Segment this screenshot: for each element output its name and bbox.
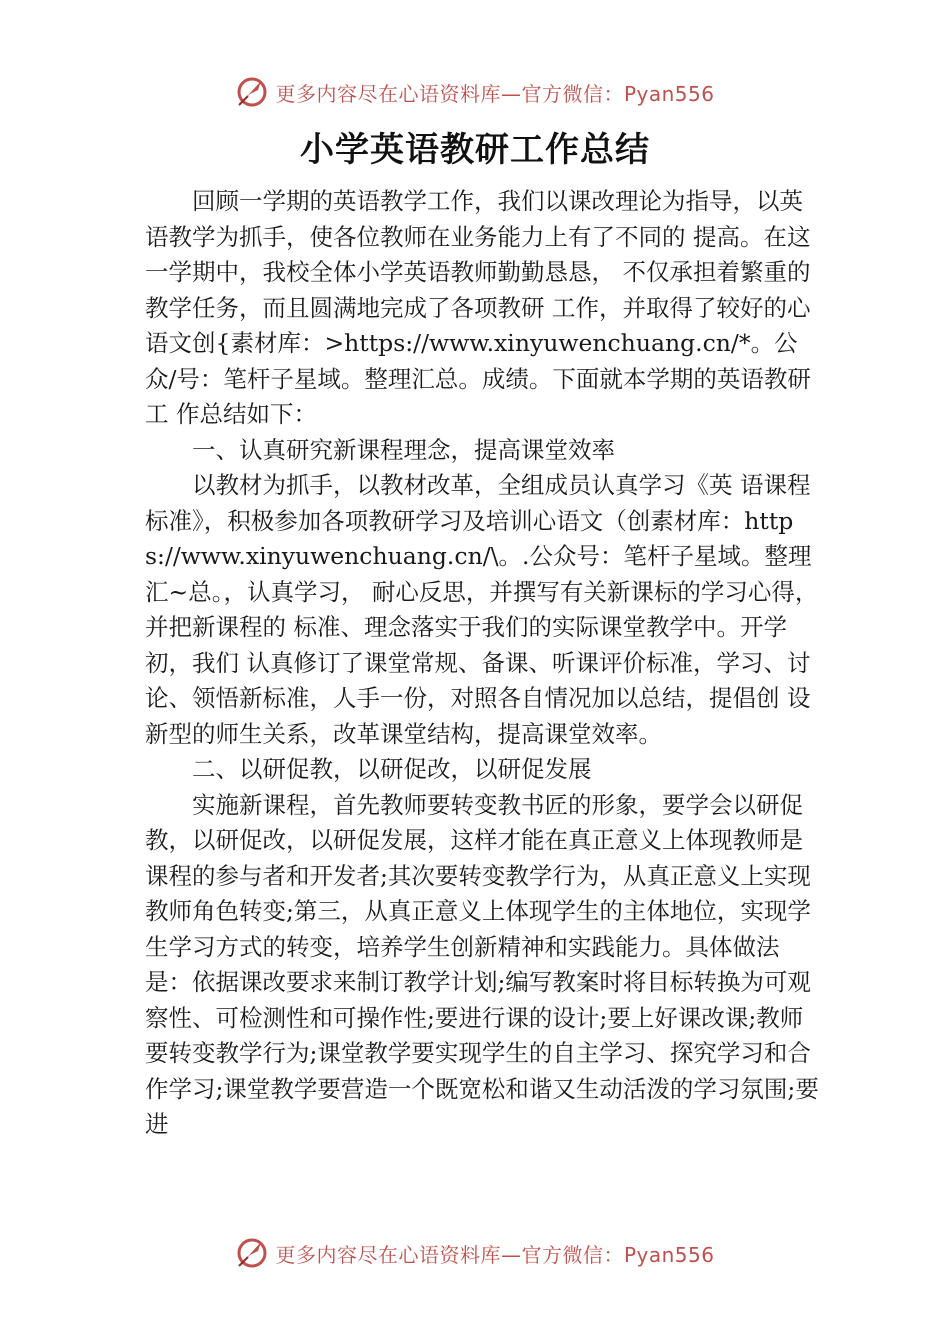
section-heading: 二、以研促教，以研促改，以研促发展 bbox=[192, 755, 592, 783]
quill-logo-icon bbox=[235, 75, 269, 109]
footer-banner bbox=[0, 1233, 950, 1273]
paragraph: 回顾一学期的英语教学工作，我们以课改理论为指导，以英语教学为抓手，使各位教师在业务能力上有了不同的 提高。在这一学期中，我校全体小学英语教师勤勤恳恳， 不仅承担着繁重的教学任务，而且圆满地完成了各项教研 工作，并取得了较好的心语文创{素材库：>https://www.xinyuwenchuang.cn/*。公众/号：笔杆子星域。整理汇总。成绩。下面就本学期的英语教研工 作总结如下： bbox=[145, 187, 811, 428]
document-title: 小学英语教研工作总结 bbox=[300, 130, 650, 170]
footer-banner-text: 更多内容尽在心语资料库—官方微信：Pyan556 bbox=[275, 1242, 715, 1267]
quill-logo-icon bbox=[235, 1236, 269, 1270]
header-banner bbox=[0, 72, 950, 112]
paragraph: 实施新课程，首先教师要转变教书匠的形象，要学会以研促教，以研促改，以研促发展，这样才能在真正意义上体现教师是课程的参与者和开发者;其次要转变教学行为，从真正意义上实现教师角色转变;第三，从真正意义上体现学生的主体地位，实现学生学习方式的转变，培养学生创新精神和实践能力。具体做法是：依据课改要求来制订教学计划;编写教案时将目标转换为可观察性、可检测性和可操作性;要进行课的设计;要上好课改课;教师要转变教学行为;课堂教学要实现学生的自主学习、探究学习和合作学习;课堂教学要营造一个既宽松和谐又生动活泼的学习氛围;要进 bbox=[145, 790, 819, 1138]
document-body bbox=[145, 184, 823, 1143]
section-heading: 一、认真研究新课程理念，提高课堂效率 bbox=[192, 435, 615, 464]
header-banner-text: 更多内容尽在心语资料库—官方微信：Pyan556 bbox=[275, 81, 715, 106]
paragraph: 以教材为抓手，以教材改革，全组成员认真学习《英 语课程标准》，积极参加各项教研学习及培训心语文（创素材库：https://www.xinyuwenchuang.cn/\。.公众号：笔杆子星域。整理汇~总。，认真学习， 耐心反思，并撰写有关新课标的学习心得，并把新课程的 标准、理念落实于我们的实际课堂教学中。开学初，我们 认真修订了课堂常规、备课、听课评价标准，学习、讨论、领悟新标准，人手一份，对照各自情况加以总结，提倡创 设新型的师生关系，改革课堂结构，提高课堂效率。 bbox=[145, 471, 819, 748]
